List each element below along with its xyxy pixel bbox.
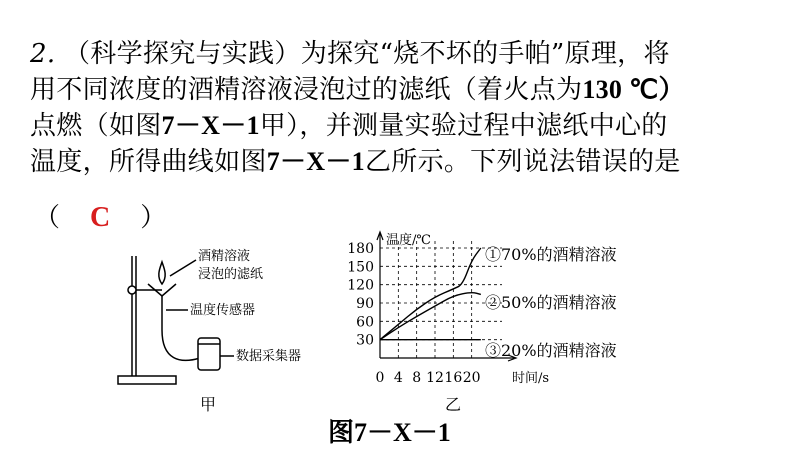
series-label-1: ①70%的酒精溶液 <box>485 245 617 264</box>
chart-series <box>380 248 481 340</box>
x-tick-label-5: 20 <box>462 370 481 386</box>
y-tick-label-4: 150 <box>347 259 374 276</box>
question-line-1: 2. （科学探究与实践）为探究“烧不坏的手帕”原理，将 <box>30 39 670 69</box>
x-axis-label: 时间/s <box>512 371 550 386</box>
y-tick-label-5: 180 <box>347 241 374 257</box>
y-tick-label-0: 30 <box>356 332 374 349</box>
question-text <box>30 36 780 180</box>
label-collector: 数据采集器 <box>236 349 302 364</box>
x-tick-label-2: 8 <box>412 370 422 386</box>
data-collector <box>198 338 220 370</box>
series-label-3: ③20%的酒精溶液 <box>485 341 617 360</box>
question-line-2: 用不同浓度的酒精溶液浸泡过的滤纸（着火点为130 ℃） <box>30 75 685 105</box>
stand-base <box>118 376 176 384</box>
clamp-knob <box>128 286 136 294</box>
question-number: 2. <box>30 39 56 69</box>
question-line-4: 温度，所得曲线如图7－X－1乙所示。下列说法错误的是 <box>30 147 681 177</box>
y-tick-label-1: 60 <box>356 314 374 331</box>
sensor-wire <box>162 330 200 360</box>
x-tick-label-4: 16 <box>444 370 463 386</box>
label-sensor: 温度传感器 <box>190 303 256 318</box>
chart-ticks <box>347 241 480 386</box>
x-tick-label-1: 4 <box>393 370 403 386</box>
x-tick-label-0: 0 <box>375 370 385 386</box>
y-tick-label-3: 120 <box>347 277 374 294</box>
series-label-2: ②50%的酒精溶液 <box>485 293 617 312</box>
figure-caption: 图7－X－1 <box>328 418 451 447</box>
question-line-3: 点燃（如图7－X－1甲），并测量实验过程中滤纸中心的 <box>30 111 668 141</box>
label-filter-paper-1: 酒精溶液 <box>198 249 251 264</box>
x-tick-label-3: 12 <box>426 370 444 386</box>
apparatus-figure <box>110 240 340 390</box>
chart-caption: 乙 <box>445 395 462 414</box>
y-tick-label-2: 90 <box>356 296 374 312</box>
answer-row: （ C ） <box>34 202 167 233</box>
flame-icon <box>159 262 165 284</box>
y-axis-label: 温度/℃ <box>386 233 431 248</box>
answer-letter: C <box>90 202 111 233</box>
ignition-point: 130 ℃） <box>582 75 685 104</box>
apparatus-caption: 甲 <box>200 395 217 414</box>
label-filter-paper-2: 浸泡的滤纸 <box>198 267 264 282</box>
